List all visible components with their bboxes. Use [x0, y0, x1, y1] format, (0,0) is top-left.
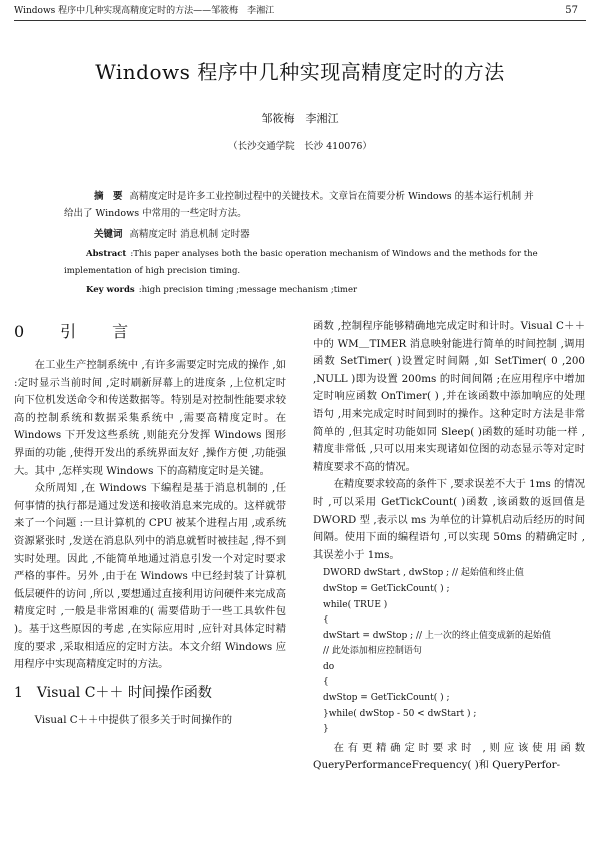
abstract-en — [64, 246, 540, 280]
code-line: dwStop = GetTickCount( ) ; — [323, 693, 450, 704]
right-paragraph-1: 函数 ,控制程序能够精确地完成定时和计时。Visual C＋＋中的 WM＿TIMER 消息映射能进行简单的时间控制 ,调用函数 SetTimer( )设置定时间隔 ,如 SetTimer( 0 ,200 ,NULL )即为设置 200ms 的时间间隔 ;在应用程序中增加定时响应函数 OnTimer( ) ,并在该函数中添加响应的处理语句 ,用来完成定时时间到时的操作。这种定时方法是非常简单的 ,但其定时功能如同 Sleep( )函数的延时功能一样 ,精度非常低 ,只可以用来实现诸如位图的动态显示等对定时精度要求不高的情况。 — [313, 320, 585, 473]
keywords-zh-label: 关键词 — [94, 229, 123, 240]
keywords-zh-text: 高精度定时 消息机制 定时器 — [129, 229, 250, 240]
code-line: dwStart = dwStop ; // 上一次的终止值变成新的起始值 — [323, 630, 551, 641]
section-heading-intro: 0 引 言 — [14, 322, 139, 341]
section1-paragraph-1: Visual C＋＋中提供了很多关于时间操作的 — [34, 713, 233, 726]
abstract-zh-label: 摘 要 — [94, 191, 123, 202]
intro-paragraph-1: 在工业生产控制系统中 ,有许多需要定时完成的操作 ,如 :定时显示当前时间 ,定时刷新屏幕上的进度条 ,上位机定时向下位机发送命令和传送数据等。特别是对控制性能要求较高的控制系统和数据采集系统中 ,需要高精度定时。在 Windows 下开发这些系统 ,则能充分发挥 Windows 图形界面的功能 ,使得开发出的系统界面友好 ,操作方便 ,功能强大。其中 ,怎样实现 Windows 下的高精度定时是关键。 — [14, 359, 286, 477]
affiliation: （长沙交通学院 长沙 410076） — [228, 141, 372, 152]
code-line: }while( dwStop - 50 < dwStart ) ; — [323, 708, 477, 719]
paper-title: Windows 程序中几种实现高精度定时的方法 — [95, 60, 505, 84]
abstract-en-text: :This paper analyses both the basic operation mechanism of Windows and the methods for the implementation of high precision timing. — [64, 249, 538, 276]
code-block — [313, 566, 585, 738]
running-title: Windows 程序中几种实现高精度定时的方法——邹筱梅 李湘江 — [14, 6, 275, 16]
abstract-zh — [64, 188, 540, 222]
right-column — [313, 318, 585, 775]
code-line: DWORD dwStart , dwStop ; // 起始值和终止值 — [323, 568, 524, 579]
left-column — [14, 318, 286, 729]
keywords-zh — [64, 226, 540, 243]
code-line: do — [323, 661, 335, 672]
keywords-en — [64, 282, 540, 299]
authors: 邹筱梅 李湘江 — [261, 112, 339, 125]
code-line: while( TRUE ) — [323, 599, 388, 610]
code-line: } — [323, 724, 329, 735]
right-paragraph-2: 在精度要求较高的条件下 ,要求误差不大于 1ms 的情况时 ,可以采用 GetTickCount( )函数 ,该函数的返回值是 DWORD 型 ,表示以 ms 为单位的计算机启动后经历的时间间隔。使用下面的编程语句 ,可以实现 50ms 的精确定时 ,其误差小于 1ms。 — [313, 478, 585, 561]
running-header — [14, 2, 586, 21]
intro-paragraph-2: 众所周知 ,在 Windows 下编程是基于消息机制的 ,任何事情的执行都是通过发送和接收消息来完成的。这样就带来了一个问题 :一旦计算机的 CPU 被某个进程占用 ,或系统资源紧张时 ,发送在消息队列中的消息就暂时被挂起 ,得不到实时处理。因此 ,不能简单地通过消息引发一个对定时要求严格的事件。另外 ,由于在 Windows 中已经封装了计算机低层硬件的访问 ,所以 ,要想通过直接利用访问硬件来完成高精度定时 ,一般是非常困难的( 需要借助于一些工具软件包 )。基于这些原因的考虑 ,在实际应用时 ,应针对具体定时精度的要求 ,采取相适应的定时方法。本文介绍 Windows 应用程序中实现高精度定时的方法。 — [14, 482, 286, 671]
right-paragraph-3: 在有更精确定时要求时 ,则应该使用函数 QueryPerformanceFrequency( )和 QueryPerfor- — [313, 741, 585, 772]
page-number: 57 — [565, 5, 578, 16]
code-line: { — [323, 677, 329, 688]
code-line: dwStop = GetTickCount( ) ; — [323, 583, 450, 594]
keywords-en-label: Key words — [86, 285, 135, 295]
code-line: { — [323, 615, 329, 626]
section-heading-1: 1 Visual C＋＋ 时间操作函数 — [14, 684, 212, 701]
code-line: // 此处添加相应控制语句 — [323, 646, 422, 657]
keywords-en-text: :high precision timing ;message mechanism ;timer — [138, 285, 358, 295]
abstract-en-label: Abstract — [86, 249, 127, 259]
abstract-zh-text: 高精度定时是许多工业控制过程中的关键技术。文章旨在简要分析 Windows 的基本运行机制 并给出了 Windows 中常用的一些定时方法。 — [64, 191, 534, 219]
